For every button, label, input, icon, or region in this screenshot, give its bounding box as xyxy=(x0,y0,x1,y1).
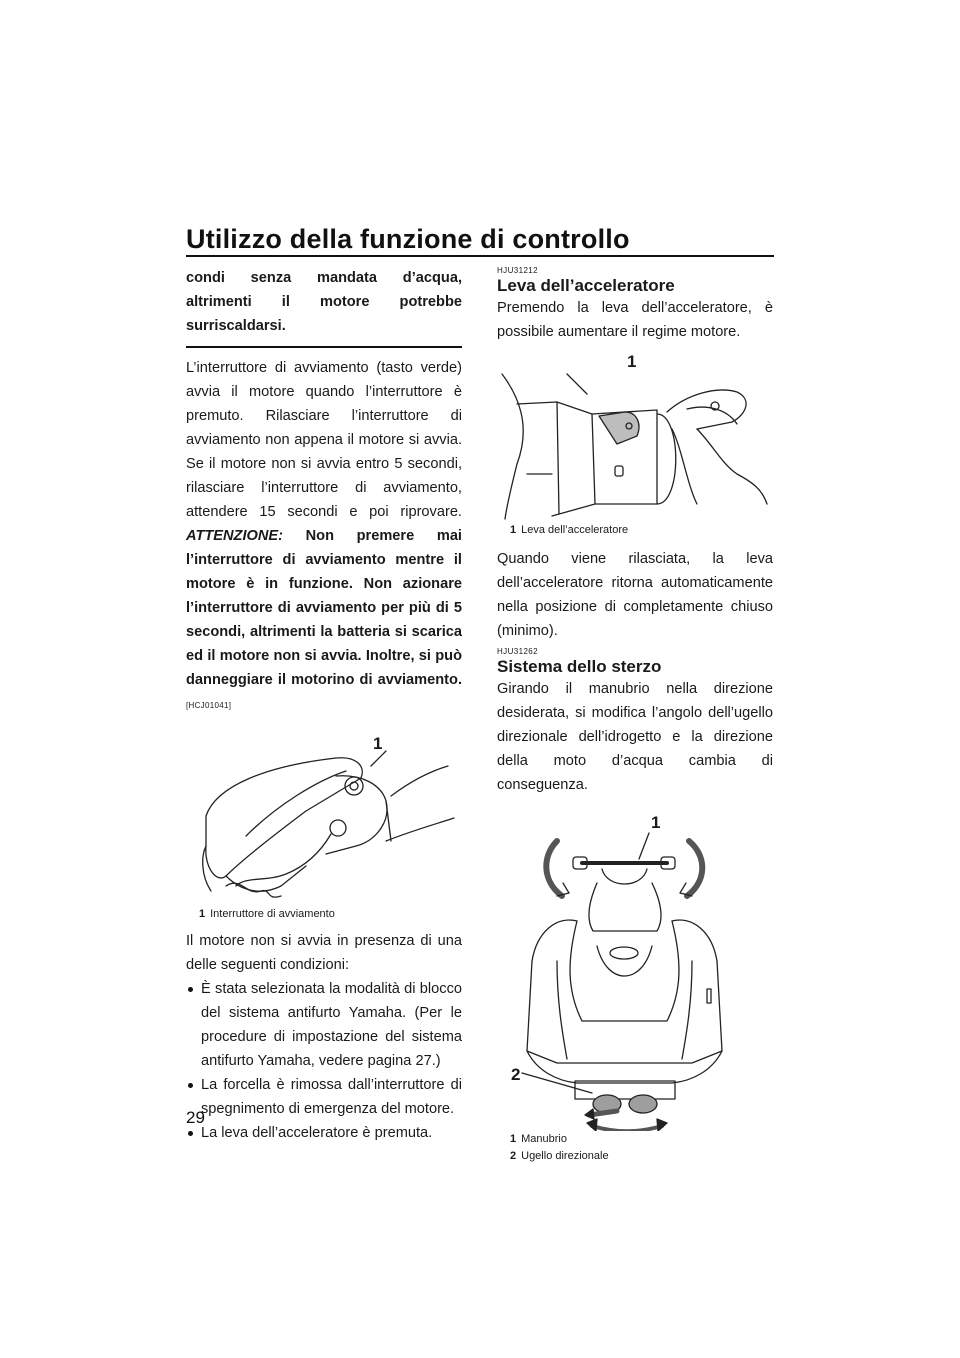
figure2-caption xyxy=(497,522,773,539)
attention-text: Non premere mai l’interruttore di avviamento mentre il motore è in funzione. Non azionare l’interruttore di avviamento per più di 5 secondi, altrimenti la batteria si scarica ed il motore non si avvia. Inoltre, si può danneggiare il motorino di avviamento. xyxy=(186,528,462,688)
figure2-caption-num: 1 xyxy=(510,524,517,536)
section2-body: Girando il manubrio nella direzione desiderata, si modifica l’angolo dell’ugello direzionale dell’idrogetto e la direzione della moto d’acqua cambia di conseguenza. xyxy=(497,681,773,793)
caution-text: condi senza mandata d’acqua, altrimenti il motore potrebbe surriscaldarsi. xyxy=(186,270,462,334)
attention-block xyxy=(186,528,462,688)
figure3-caption-2 xyxy=(497,1148,773,1165)
figure2-callout: 1 xyxy=(627,352,637,371)
page-title: Utilizzo della funzione di controllo xyxy=(186,224,630,254)
conditions-list xyxy=(186,977,462,1145)
figure3-caption-2-text: Ugello direzionale xyxy=(521,1150,609,1162)
start-switch-illustration xyxy=(186,726,462,906)
section1-after: Quando viene rilasciata, la leva dell’acceleratore ritorna automaticamente nella posizione di completamente chiuso (minimo). xyxy=(497,551,773,639)
figure3-callout-1: 1 xyxy=(651,813,661,832)
right-column xyxy=(497,266,773,1165)
caution-rule xyxy=(186,346,462,348)
figure3-caption-1-text: Manubrio xyxy=(521,1133,567,1145)
start-switch-paragraph xyxy=(186,356,462,718)
attention-label: ATTENZIONE: xyxy=(186,528,284,544)
list-item: La leva dell’acceleratore è premuta. xyxy=(186,1121,462,1145)
steering-illustration xyxy=(497,811,773,1131)
section2-code: HJU31262 xyxy=(497,647,539,656)
figure-throttle-lever xyxy=(497,354,773,539)
conditions-intro: Il motore non si avvia in presenza di una delle seguenti condizioni: xyxy=(186,933,462,973)
throttle-lever-illustration xyxy=(497,354,773,522)
start-switch-text: L’interruttore di avviamento (tasto verde) avvia il motore quando l’interruttore è premuto. Rilasciare l’interruttore di avviamento non appena il motore si avvia. Se il motore non si avvia entro 5 secondi, rilasciare l’interruttore di avviamento, attendere 15 secondi e poi riprovare. xyxy=(186,360,462,520)
left-column xyxy=(186,266,462,1145)
figure3-caption-1-num: 1 xyxy=(510,1133,517,1145)
section2-heading: Sistema dello sterzo xyxy=(497,657,662,676)
figure1-caption xyxy=(186,906,462,923)
page-number: 29 xyxy=(186,1108,205,1127)
figure1-caption-num: 1 xyxy=(199,908,206,920)
section1-heading: Leva dell’acceleratore xyxy=(497,276,675,295)
figure-steering xyxy=(497,811,773,1165)
list-item: La forcella è rimossa dall’interruttore di spegnimento di emergenza del motore. xyxy=(186,1073,462,1121)
section1-code: HJU31212 xyxy=(497,266,539,275)
figure-start-switch xyxy=(186,726,462,923)
list-item: È stata selezionata la modalità di blocco del sistema antifurto Yamaha. (Per le procedure di impostazione del sistema antifurto Yamaha, vedere pagina 27.) xyxy=(186,977,462,1073)
section1-body: Premendo la leva dell’acceleratore, è possibile aumentare il regime motore. xyxy=(497,300,773,340)
figure3-caption-2-num: 2 xyxy=(510,1150,517,1162)
figure3-callout-2: 2 xyxy=(511,1065,521,1084)
attention-code: [HCJ01041] xyxy=(186,701,232,710)
figure3-caption-1 xyxy=(497,1131,773,1148)
figure1-caption-text: Interruttore di avviamento xyxy=(210,908,335,920)
figure1-callout: 1 xyxy=(373,734,383,753)
figure2-caption-text: Leva dell’acceleratore xyxy=(521,524,629,536)
title-rule xyxy=(186,255,774,257)
